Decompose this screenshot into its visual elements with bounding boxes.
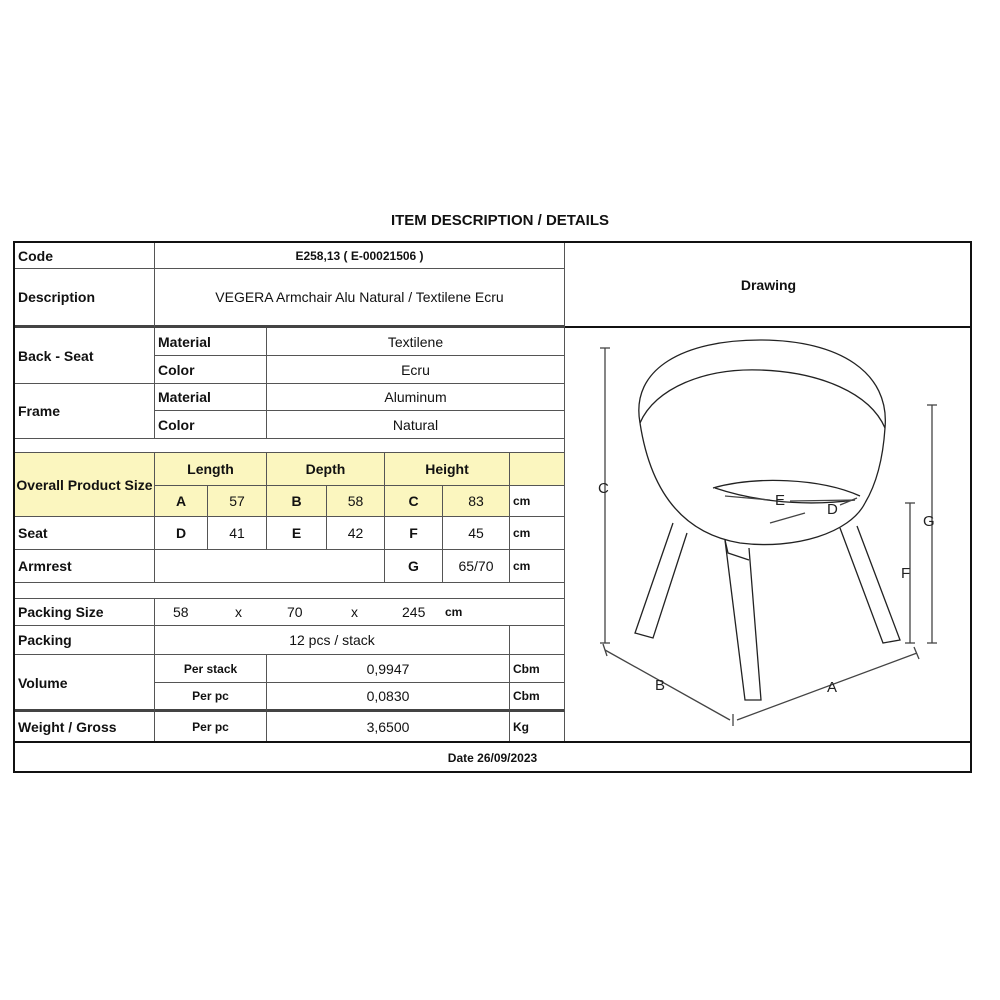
volume-per-pc-unit: Cbm <box>510 683 565 712</box>
leg-front-left <box>635 523 687 638</box>
chair-drawing <box>565 328 972 743</box>
volume-label-underline <box>15 683 155 712</box>
page-title: ITEM DESCRIPTION / DETAILS <box>390 212 610 229</box>
dim-key-d: D <box>155 517 208 550</box>
frame-color-value: Natural <box>267 411 565 439</box>
height-header: Height <box>385 453 510 486</box>
weight-value: 3,6500 <box>267 712 510 741</box>
back-seat-color-label: Color <box>155 356 267 384</box>
dim-key-f: F <box>385 517 443 550</box>
back-seat-color-value: Ecru <box>267 356 565 384</box>
unit-header-blank <box>510 453 565 486</box>
chair-diagram <box>565 328 972 743</box>
packing-size-value <box>155 599 565 626</box>
dim-letter-c: C <box>598 480 609 497</box>
seat-label: Seat <box>15 517 155 550</box>
dim-unit-seat: cm <box>510 517 565 550</box>
packing-size-unit: cm <box>445 605 463 619</box>
shell-bottom <box>640 423 865 545</box>
overall-size-label: Overall Product Size <box>15 453 155 517</box>
packing-times-2: x <box>351 604 358 620</box>
dim-letter-b: B <box>655 677 666 694</box>
code-value: E258,13 ( E-00021506 ) <box>155 243 565 269</box>
weight-unit: Kg <box>510 712 565 741</box>
armrest-blank <box>155 550 385 583</box>
dim-key-a: A <box>155 486 208 517</box>
packing-unit-blank <box>510 626 565 655</box>
dim-letter-d: D <box>827 501 838 518</box>
dim-letter-g: G <box>923 513 935 530</box>
volume-per-pc-label: Per pc <box>155 683 267 712</box>
volume-per-stack-value: 0,9947 <box>267 655 510 683</box>
frame-color-label: Color <box>155 411 267 439</box>
packing-size-label: Packing Size <box>15 599 155 626</box>
back-seat-material-value: Textilene <box>267 328 565 356</box>
dim-key-c: C <box>385 486 443 517</box>
frame-material-label: Material <box>155 384 267 411</box>
weight-label: Weight / Gross <box>15 712 155 741</box>
leg-front-right <box>725 540 761 700</box>
depth-header: Depth <box>267 453 385 486</box>
volume-per-stack-unit: Cbm <box>510 655 565 683</box>
packing-value: 12 pcs / stack <box>155 626 510 655</box>
dim-key-b: B <box>267 486 327 517</box>
frame-label: Frame <box>15 384 155 439</box>
volume-per-pc-value: 0,0830 <box>267 683 510 712</box>
volume-label: Volume <box>15 655 155 712</box>
dim-unit-overall: cm <box>510 486 565 517</box>
description-label: Description <box>15 269 155 328</box>
dim-letter-e: E <box>775 492 786 509</box>
date-footer: Date 26/09/2023 <box>15 741 970 773</box>
dim-value-f: 45 <box>443 517 510 550</box>
back-seat-material-label: Material <box>155 328 267 356</box>
shell-outline <box>639 340 886 503</box>
dim-value-b: 58 <box>327 486 385 517</box>
packing-length: 58 <box>173 604 189 620</box>
shell-rim-inner <box>640 370 885 428</box>
dim-letter-a: A <box>827 679 838 696</box>
dim-key-g: G <box>385 550 443 583</box>
volume-per-stack-label: Per stack <box>155 655 267 683</box>
frame-material-value: Aluminum <box>267 384 565 411</box>
packing-label: Packing <box>15 626 155 655</box>
description-value: VEGERA Armchair Alu Natural / Textilene Ecru <box>155 269 565 328</box>
spec-sheet <box>13 241 972 773</box>
dim-value-a: 57 <box>208 486 267 517</box>
spec-table <box>15 243 565 743</box>
dim-value-c: 83 <box>443 486 510 517</box>
back-seat-label: Back - Seat <box>15 328 155 384</box>
packing-width: 70 <box>287 604 303 620</box>
spacer-row <box>15 583 565 599</box>
dim-unit-armrest: cm <box>510 550 565 583</box>
leg-back-right <box>840 526 900 643</box>
packing-height: 245 <box>402 604 426 620</box>
code-label: Code <box>15 243 155 269</box>
length-header: Length <box>155 453 267 486</box>
dim-key-e: E <box>267 517 327 550</box>
dim-value-e: 42 <box>327 517 385 550</box>
drawing-header: Drawing <box>565 243 972 328</box>
dim-letter-f: F <box>901 565 911 582</box>
dim-value-d: 41 <box>208 517 267 550</box>
dim-value-g: 65/70 <box>443 550 510 583</box>
packing-times-1: x <box>235 604 242 620</box>
armrest-label: Armrest <box>15 550 155 583</box>
weight-per-pc-label: Per pc <box>155 712 267 741</box>
spacer-row <box>15 439 565 453</box>
